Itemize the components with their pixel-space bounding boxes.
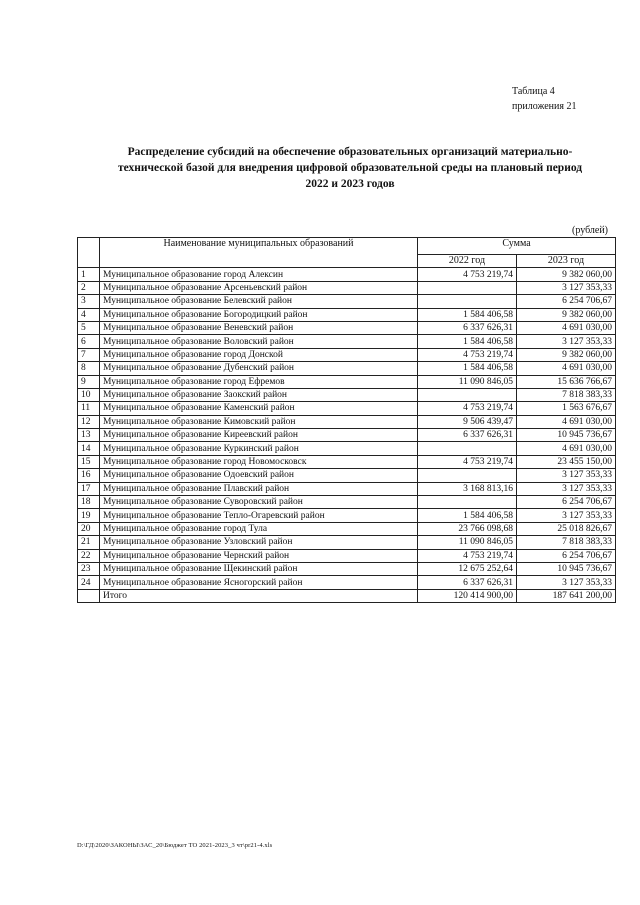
amount-2022-cell: 4 753 219,74 xyxy=(418,549,517,562)
amount-2022-cell: 6 337 626,31 xyxy=(418,576,517,589)
amount-2022-cell xyxy=(418,442,517,455)
municipality-name-cell: Муниципальное образование город Тула xyxy=(100,522,418,535)
amount-2023-cell: 9 382 060,00 xyxy=(517,268,616,281)
amount-2022-cell xyxy=(418,469,517,482)
table-reference xyxy=(512,84,576,114)
table-row xyxy=(78,496,616,509)
document-title xyxy=(95,144,605,192)
table-row xyxy=(78,388,616,401)
row-number-cell: 6 xyxy=(78,335,100,348)
amount-2022-cell: 4 753 219,74 xyxy=(418,268,517,281)
amount-2023-cell: 4 691 030,00 xyxy=(517,442,616,455)
amount-2022-cell xyxy=(418,295,517,308)
appendix-number: приложения 21 xyxy=(512,101,577,112)
row-number-cell: 2 xyxy=(78,281,100,294)
table-row xyxy=(78,562,616,575)
municipality-name-cell: Муниципальное образование Богородицкий район xyxy=(100,308,418,321)
municipality-name-cell: Муниципальное образование Ясногорский район xyxy=(100,576,418,589)
amount-2023-cell: 4 691 030,00 xyxy=(517,321,616,334)
table-row xyxy=(78,362,616,375)
municipality-name-cell: Муниципальное образование Одоевский район xyxy=(100,469,418,482)
amount-2022-cell: 1 584 406,58 xyxy=(418,509,517,522)
amount-2023-cell: 3 127 353,33 xyxy=(517,335,616,348)
table-header-row xyxy=(78,238,616,255)
municipality-name-cell: Муниципальное образование Узловский район xyxy=(100,536,418,549)
amount-2022-cell xyxy=(418,281,517,294)
amount-2023-cell: 4 691 030,00 xyxy=(517,415,616,428)
table-row xyxy=(78,295,616,308)
header-name-cell: Наименование муниципальных образований xyxy=(100,238,418,268)
row-number-cell: 13 xyxy=(78,429,100,442)
header-sum-cell: Сумма xyxy=(418,238,616,255)
municipality-name-cell: Муниципальное образование город Ефремов xyxy=(100,375,418,388)
amount-2022-cell: 1 584 406,58 xyxy=(418,308,517,321)
table-row xyxy=(78,348,616,361)
municipality-name-cell: Муниципальное образование город Новомосковск xyxy=(100,455,418,468)
amount-2023-cell: 25 018 826,67 xyxy=(517,522,616,535)
municipality-name-cell: Муниципальное образование Суворовский район xyxy=(100,496,418,509)
header-number-cell xyxy=(78,238,100,268)
municipality-name-cell: Муниципальное образование Куркинский район xyxy=(100,442,418,455)
subsidy-table xyxy=(77,237,616,603)
row-number-cell xyxy=(78,589,100,602)
row-number-cell: 8 xyxy=(78,362,100,375)
amount-2023-cell: 9 382 060,00 xyxy=(517,308,616,321)
row-number-cell: 10 xyxy=(78,388,100,401)
table-row xyxy=(78,509,616,522)
row-number-cell: 1 xyxy=(78,268,100,281)
row-number-cell: 11 xyxy=(78,402,100,415)
municipality-name-cell: Муниципальное образование Каменский район xyxy=(100,402,418,415)
title-line-1: Распределение субсидий на обеспечение образовательных организаций материально- xyxy=(127,146,573,158)
table-number: Таблица 4 xyxy=(512,86,555,97)
table-row xyxy=(78,321,616,334)
amount-2022-cell: 4 753 219,74 xyxy=(418,402,517,415)
amount-2022-cell: 4 753 219,74 xyxy=(418,455,517,468)
municipality-name-cell: Муниципальное образование Веневский район xyxy=(100,321,418,334)
amount-2023-cell: 3 127 353,33 xyxy=(517,509,616,522)
municipality-name-cell: Муниципальное образование Заокский район xyxy=(100,388,418,401)
municipality-name-cell: Муниципальное образование Арсеньевский район xyxy=(100,281,418,294)
amount-2023-cell: 23 455 150,00 xyxy=(517,455,616,468)
title-line-2: технической базой для внедрения цифровой образовательной среды на плановый период xyxy=(117,162,583,174)
table-row xyxy=(78,429,616,442)
title-line-3: 2022 и 2023 годов xyxy=(305,178,395,190)
table-row xyxy=(78,482,616,495)
row-number-cell: 7 xyxy=(78,348,100,361)
table-row xyxy=(78,415,616,428)
amount-2023-cell: 10 945 736,67 xyxy=(517,562,616,575)
amount-2023-cell: 3 127 353,33 xyxy=(517,482,616,495)
total-row xyxy=(78,589,616,602)
row-number-cell: 12 xyxy=(78,415,100,428)
amount-2023-cell: 9 382 060,00 xyxy=(517,348,616,361)
municipality-name-cell: Итого xyxy=(100,589,418,602)
table-row xyxy=(78,281,616,294)
row-number-cell: 24 xyxy=(78,576,100,589)
amount-2022-cell: 23 766 098,68 xyxy=(418,522,517,535)
municipality-name-cell: Муниципальное образование Щекинский район xyxy=(100,562,418,575)
row-number-cell: 14 xyxy=(78,442,100,455)
municipality-name-cell: Муниципальное образование город Алексин xyxy=(100,268,418,281)
row-number-cell: 18 xyxy=(78,496,100,509)
table-row xyxy=(78,268,616,281)
row-number-cell: 20 xyxy=(78,522,100,535)
amount-2022-cell: 9 506 439,47 xyxy=(418,415,517,428)
amount-2023-cell: 10 945 736,67 xyxy=(517,429,616,442)
amount-2022-cell: 120 414 900,00 xyxy=(418,589,517,602)
amount-2022-cell: 1 584 406,58 xyxy=(418,362,517,375)
amount-2023-cell: 187 641 200,00 xyxy=(517,589,616,602)
amount-2023-cell: 7 818 383,33 xyxy=(517,536,616,549)
table-row xyxy=(78,335,616,348)
amount-2023-cell: 4 691 030,00 xyxy=(517,362,616,375)
row-number-cell: 22 xyxy=(78,549,100,562)
row-number-cell: 23 xyxy=(78,562,100,575)
amount-2022-cell: 6 337 626,31 xyxy=(418,429,517,442)
row-number-cell: 17 xyxy=(78,482,100,495)
row-number-cell: 16 xyxy=(78,469,100,482)
amount-2022-cell: 6 337 626,31 xyxy=(418,321,517,334)
amount-2023-cell: 15 636 766,67 xyxy=(517,375,616,388)
row-number-cell: 21 xyxy=(78,536,100,549)
amount-2022-cell: 11 090 846,05 xyxy=(418,375,517,388)
table-row xyxy=(78,308,616,321)
header-2022-cell: 2022 год xyxy=(418,255,517,268)
row-number-cell: 15 xyxy=(78,455,100,468)
table-row xyxy=(78,536,616,549)
amount-2022-cell xyxy=(418,496,517,509)
table-row xyxy=(78,469,616,482)
amount-2023-cell: 6 254 706,67 xyxy=(517,295,616,308)
municipality-name-cell: Муниципальное образование Киреевский район xyxy=(100,429,418,442)
file-path-footer: D:\ГД\2020\ЗАКОНЫ\ЗАС_20\Бюджет ТО 2021-2023_3 чт\pr21-4.xls xyxy=(77,842,273,849)
amount-2022-cell: 1 584 406,58 xyxy=(418,335,517,348)
row-number-cell: 9 xyxy=(78,375,100,388)
municipality-name-cell: Муниципальное образование Тепло-Огаревский район xyxy=(100,509,418,522)
amount-2022-cell: 4 753 219,74 xyxy=(418,348,517,361)
amount-2023-cell: 7 818 383,33 xyxy=(517,388,616,401)
amount-2022-cell xyxy=(418,388,517,401)
amount-2023-cell: 3 127 353,33 xyxy=(517,576,616,589)
amount-2023-cell: 6 254 706,67 xyxy=(517,549,616,562)
table-row xyxy=(78,576,616,589)
municipality-name-cell: Муниципальное образование Плавский район xyxy=(100,482,418,495)
municipality-name-cell: Муниципальное образование Дубенский район xyxy=(100,362,418,375)
row-number-cell: 3 xyxy=(78,295,100,308)
amount-2023-cell: 3 127 353,33 xyxy=(517,281,616,294)
table-row xyxy=(78,375,616,388)
amount-2023-cell: 6 254 706,67 xyxy=(517,496,616,509)
municipality-name-cell: Муниципальное образование Кимовский район xyxy=(100,415,418,428)
municipality-name-cell: Муниципальное образование город Донской xyxy=(100,348,418,361)
row-number-cell: 4 xyxy=(78,308,100,321)
municipality-name-cell: Муниципальное образование Белевский район xyxy=(100,295,418,308)
units-label: (рублей) xyxy=(572,225,609,236)
amount-2022-cell: 3 168 813,16 xyxy=(418,482,517,495)
table-row xyxy=(78,522,616,535)
amount-2022-cell: 11 090 846,05 xyxy=(418,536,517,549)
row-number-cell: 5 xyxy=(78,321,100,334)
amount-2022-cell: 12 675 252,64 xyxy=(418,562,517,575)
amount-2023-cell: 1 563 676,67 xyxy=(517,402,616,415)
table-row xyxy=(78,442,616,455)
table-row xyxy=(78,402,616,415)
municipality-name-cell: Муниципальное образование Чернский район xyxy=(100,549,418,562)
amount-2023-cell: 3 127 353,33 xyxy=(517,469,616,482)
header-2023-cell: 2023 год xyxy=(517,255,616,268)
row-number-cell: 19 xyxy=(78,509,100,522)
municipality-name-cell: Муниципальное образование Воловский район xyxy=(100,335,418,348)
table-row xyxy=(78,455,616,468)
table-row xyxy=(78,549,616,562)
